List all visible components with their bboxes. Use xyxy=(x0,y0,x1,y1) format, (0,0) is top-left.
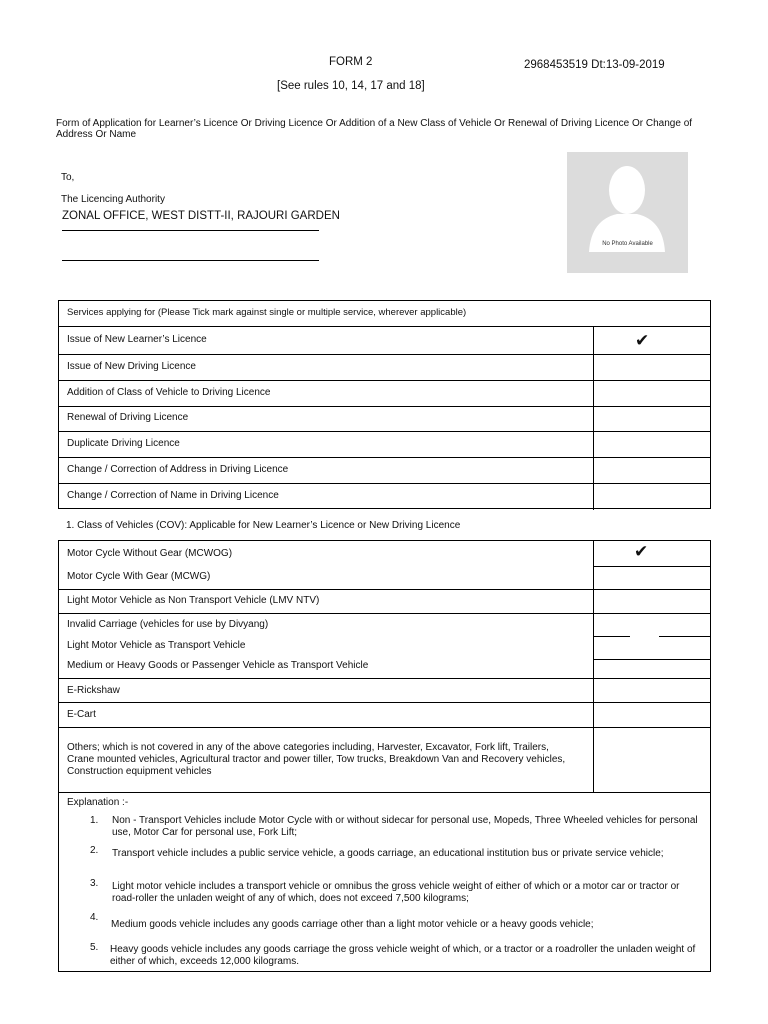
explanation-number: 2. xyxy=(90,845,99,856)
cov-heading: 1. Class of Vehicles (COV): Applicable for New Learner’s Licence or New Driving Licence xyxy=(66,520,461,531)
address-line-1 xyxy=(62,230,319,231)
cov-item: Light Motor Vehicle as Non Transport Vehicle (LMV NTV) xyxy=(67,595,320,606)
person-silhouette-icon xyxy=(567,152,688,273)
checkmark-icon[interactable]: ✔ xyxy=(635,331,650,351)
service-item: Addition of Class of Vehicle to Driving Licence xyxy=(67,387,271,398)
cov-item: Motor Cycle Without Gear (MCWOG) xyxy=(67,548,233,559)
zonal-office: ZONAL OFFICE, WEST DISTT-II, RAJOURI GARDEN xyxy=(62,210,340,222)
service-item: Duplicate Driving Licence xyxy=(67,438,180,449)
cov-item: Others; which is not covered in any of the above categories including, Harvester, Excavator, Fork lift, Trailers, Crane mounted vehicles, Agricultural tractor and power tiller, Tow trucks, Breakdown Van and Recovery vehicles, Construction equipment vehicles xyxy=(67,742,566,777)
cov-item: Motor Cycle With Gear (MCWG) xyxy=(67,571,211,582)
explanation-number: 3. xyxy=(90,878,99,889)
explanation-title: Explanation :- xyxy=(67,797,129,808)
checkmark-icon[interactable]: ✔ xyxy=(634,542,649,562)
explanation-text: Medium goods vehicle includes any goods carriage other than a light motor vehicle or a heavy goods vehicle; xyxy=(111,919,594,930)
cov-item: Light Motor Vehicle as Transport Vehicle xyxy=(67,640,246,651)
services-header: Services applying for (Please Tick mark against single or multiple service, wherever applicable) xyxy=(67,307,467,318)
cov-item: Invalid Carriage (vehicles for use by Divyang) xyxy=(67,619,269,630)
form-number: FORM 2 xyxy=(329,56,373,68)
cov-item: Medium or Heavy Goods or Passenger Vehicle as Transport Vehicle xyxy=(67,660,369,671)
explanation-text: Non - Transport Vehicles include Motor Cycle with or without sidecar for personal use, Mopeds, Three Wheeled vehicles for personal use, Motor Car for personal use, Fork Lift; xyxy=(112,815,698,838)
address-line-2 xyxy=(62,260,319,261)
explanation-number: 4. xyxy=(90,912,99,923)
service-item: Issue of New Learner’s Licence xyxy=(67,334,207,345)
explanation-text: Heavy goods vehicle includes any goods carriage the gross vehicle weight of which, or a tractor or a roadroller the unladen weight of either of which, exceeds 12,000 kilograms. xyxy=(110,944,696,967)
photo-placeholder xyxy=(567,152,688,273)
rules-reference: [See rules 10, 14, 17 and 18] xyxy=(277,80,425,92)
licencing-authority: The Licencing Authority xyxy=(61,194,165,205)
service-item: Change / Correction of Name in Driving Licence xyxy=(67,490,279,501)
service-item: Renewal of Driving Licence xyxy=(67,412,189,423)
application-reference: 2968453519 Dt:13-09-2019 xyxy=(524,59,665,71)
explanation-text: Transport vehicle includes a public service vehicle, a goods carriage, an educational institution bus or private service vehicle; xyxy=(112,848,664,859)
explanation-number: 1. xyxy=(90,815,99,826)
cov-item: E-Rickshaw xyxy=(67,685,120,696)
photo-caption: No Photo Available xyxy=(602,241,653,247)
cov-table xyxy=(58,540,711,972)
services-table xyxy=(58,300,711,509)
cov-item: E-Cart xyxy=(67,709,96,720)
explanation-number: 5. xyxy=(90,942,99,953)
addressee-to: To, xyxy=(61,172,75,183)
explanation-text: Light motor vehicle includes a transport vehicle or omnibus the gross vehicle weight of either of which or a motor car or tractor or road-roller the unladen weight of any of which, does not exceed 7,500 kilograms; xyxy=(112,881,680,904)
service-item: Change / Correction of Address in Driving Licence xyxy=(67,464,289,475)
service-item: Issue of New Driving Licence xyxy=(67,361,196,372)
form-description: Form of Application for Learner’s Licence Or Driving Licence Or Addition of a New Class of Vehicle Or Renewal of Driving Licence Or Change of Address Or Name xyxy=(56,118,693,140)
